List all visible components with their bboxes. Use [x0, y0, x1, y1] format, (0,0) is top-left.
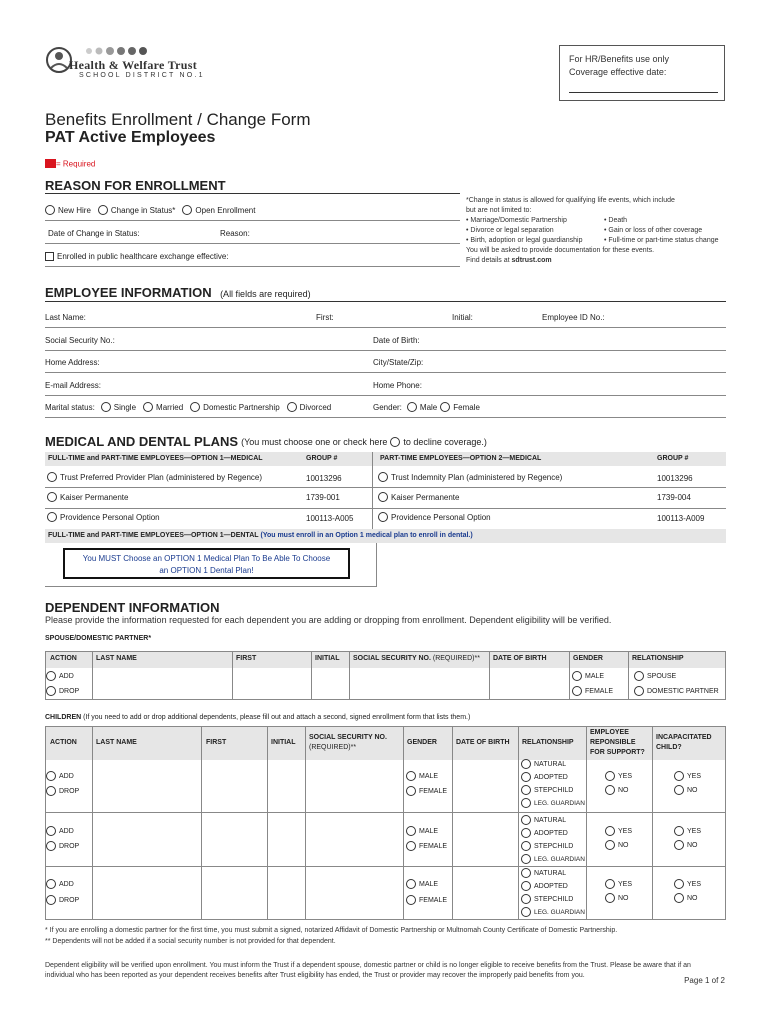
plan-name: Trust Preferred Provider Plan (administered by Regence)	[60, 472, 263, 482]
child-adopted[interactable]	[521, 881, 568, 891]
exchange-label: Enrolled in public healthcare exchange effective:	[57, 252, 229, 261]
sp-col-last: LAST NAME	[96, 655, 137, 662]
required-swatch	[45, 159, 56, 168]
logo-name: Health & Welfare Trust	[69, 58, 198, 72]
support-yes[interactable]	[605, 771, 632, 781]
home-phone-label: Home Phone:	[373, 381, 422, 390]
children-table-frame	[45, 726, 726, 920]
hr-use-box	[559, 45, 725, 101]
ssn-label: Social Security No.:	[45, 336, 115, 345]
plan-group: 100113-A009	[657, 514, 705, 523]
footnote-1: * If you are enrolling a domestic partner for the first time, you must submit a signed, notarized Affidavit of Domestic Partnership or Multnomah County Certificate of Domestic Partnership.	[45, 927, 618, 934]
logo-sub: SCHOOL DISTRICT NO.1	[79, 72, 205, 79]
plans-heading: MEDICAL AND DENTAL PLANS	[45, 434, 239, 449]
incap-no[interactable]	[674, 840, 698, 850]
stepchild-label: STEPCHILD	[534, 786, 574, 794]
child-female[interactable]	[406, 841, 447, 851]
married-label: Married	[156, 402, 184, 412]
drop-radio[interactable]	[46, 686, 56, 696]
no-label: NO	[618, 786, 629, 794]
note-find: Find details at	[466, 257, 512, 264]
note-bullet: • Full-time or part-time status change	[604, 237, 719, 244]
child-adopted[interactable]	[521, 828, 568, 838]
form-title: Benefits Enrollment / Change Form	[45, 110, 311, 129]
plan-row[interactable]	[378, 472, 562, 482]
yes-label: YES	[618, 880, 633, 888]
sp-col-first: FIRST	[236, 655, 257, 662]
no-radio[interactable]	[605, 893, 615, 903]
adopted-label: ADOPTED	[534, 773, 568, 781]
no-radio[interactable]	[674, 840, 684, 850]
incap-yes[interactable]	[674, 826, 701, 836]
decline-coverage-radio[interactable]	[390, 437, 400, 447]
employee-id-label: Employee ID No.:	[542, 313, 605, 322]
note-bullet: • Divorce or legal separation	[466, 227, 554, 234]
female-label: FEMALE	[419, 787, 448, 795]
child-add[interactable]	[46, 826, 74, 836]
marital-label: Marital status:	[45, 402, 95, 412]
reason-label: Reason:	[220, 229, 250, 238]
dental-warning-box	[63, 548, 350, 579]
domestic-partner-label: DOMESTIC PARTNER	[647, 687, 719, 695]
sp-col-dob: DATE OF BIRTH	[493, 655, 547, 662]
plan-radio[interactable]	[378, 512, 388, 522]
dental-warning-line1: You MUST Choose an OPTION 1 Medical Plan To Be Able To Choose	[82, 554, 331, 563]
page-number: Page 1 of 2	[684, 976, 725, 985]
plan-group: 100113-A005	[306, 514, 354, 523]
plan-name: Trust Indemnity Plan (administered by Regence)	[391, 472, 563, 482]
child-stepchild[interactable]	[521, 841, 573, 851]
yes-radio[interactable]	[605, 826, 615, 836]
child-natural[interactable]	[521, 815, 566, 825]
form-subtitle: PAT Active Employees	[45, 129, 216, 146]
plan-radio[interactable]	[378, 472, 388, 482]
add-radio[interactable]	[46, 671, 56, 681]
no-radio[interactable]	[674, 785, 684, 795]
ch-col-first: FIRST	[206, 739, 227, 746]
plan-row[interactable]	[378, 512, 491, 522]
yes-radio[interactable]	[674, 826, 684, 836]
note-intro2: but are not limited to:	[466, 207, 532, 214]
ch-col-emp1: EMPLOYEE	[590, 729, 629, 736]
employee-heading: EMPLOYEE INFORMATION	[45, 285, 212, 300]
yes-radio[interactable]	[605, 771, 615, 781]
ch-col-gender: GENDER	[407, 739, 437, 746]
male-label: MALE	[585, 672, 605, 680]
natural-label: NATURAL	[534, 816, 567, 824]
note-bullet: • Death	[604, 217, 628, 224]
reason-options	[45, 205, 255, 215]
spouse-table-frame	[45, 651, 726, 700]
natural-radio[interactable]	[521, 868, 531, 878]
exchange-checkbox[interactable]	[45, 252, 54, 261]
stepchild-radio[interactable]	[521, 841, 531, 851]
adopted-radio[interactable]	[521, 772, 531, 782]
note-intro: *Change in status is allowed for qualifying life events, which include	[466, 197, 675, 204]
eligibility-note-1: Dependent eligibility will be verified upon enrollment. You must inform the Trust if a dependent spouse, domestic partner or child is no longer eligible to receive benefits from the Trust. Please be aware that if an	[45, 962, 691, 969]
child-natural[interactable]	[521, 868, 566, 878]
add-label: ADD	[59, 672, 74, 680]
female-label: FEMALE	[585, 687, 614, 695]
domestic-radio[interactable]	[190, 402, 200, 412]
incap-no[interactable]	[674, 893, 698, 903]
female-radio[interactable]	[440, 402, 450, 412]
male-radio[interactable]	[406, 771, 416, 781]
support-no[interactable]	[605, 893, 629, 903]
single-label: Single	[113, 402, 137, 412]
male-radio[interactable]	[407, 402, 417, 412]
drop-radio[interactable]	[46, 895, 56, 905]
email-label: E-mail Address:	[45, 381, 102, 390]
spouse-radio[interactable]	[634, 671, 644, 681]
stepchild-label: STEPCHILD	[534, 842, 574, 850]
plan-row[interactable]	[378, 492, 459, 502]
drop-label: DROP	[59, 896, 80, 904]
coverage-effective-label: Coverage effective date:	[569, 67, 667, 77]
female-label: FEMALE	[419, 896, 448, 904]
eligibility-note-2: individual who has been reported as your dependent receives benefits after Trust eligibility has ended, the Trust or provider may recover the improperly paid benefits from you.	[45, 972, 585, 979]
no-radio[interactable]	[674, 893, 684, 903]
dob-label: Date of Birth:	[373, 336, 420, 345]
add-label: ADD	[59, 772, 74, 780]
sp-col-initial: INITIAL	[315, 655, 340, 662]
exchange-row	[45, 252, 229, 261]
married-radio[interactable]	[143, 402, 153, 412]
child-male[interactable]	[406, 771, 438, 781]
open-enrollment-radio[interactable]	[182, 205, 192, 215]
female-radio[interactable]	[406, 786, 416, 796]
adopted-label: ADOPTED	[534, 882, 568, 890]
yes-label: YES	[618, 772, 633, 780]
spouse-female[interactable]	[572, 686, 613, 696]
required-legend	[45, 155, 95, 173]
guardian-label: LEG. GUARDIAN	[534, 855, 585, 863]
sp-col-gender: GENDER	[573, 655, 603, 662]
plan-group: 1739-004	[657, 493, 691, 502]
female-radio[interactable]	[406, 895, 416, 905]
home-address-label: Home Address:	[45, 358, 100, 367]
spouse-rel-spouse[interactable]	[634, 671, 676, 681]
no-label: NO	[687, 841, 698, 849]
domestic-label: Domestic Partnership	[203, 402, 280, 412]
add-label: ADD	[59, 880, 74, 888]
drop-radio[interactable]	[46, 841, 56, 851]
logo-dots-icon	[85, 46, 175, 56]
female-radio[interactable]	[406, 841, 416, 851]
natural-radio[interactable]	[521, 759, 531, 769]
child-drop[interactable]	[46, 786, 79, 796]
dependent-intro: Please provide the information requested for each dependent you are adding or dropping from enrollment. Dependent eligibility will be verified.	[45, 615, 612, 625]
dental-note: (You must enroll in an Option 1 medical plan to enroll in dental.)	[260, 532, 473, 539]
plan-row[interactable]	[47, 492, 128, 502]
group-header: GROUP #	[306, 455, 338, 462]
plan-radio[interactable]	[47, 512, 57, 522]
no-radio[interactable]	[605, 785, 615, 795]
children-label-row	[45, 714, 470, 721]
option1-medical-header: FULL-TIME and PART-TIME EMPLOYEES—OPTION 1—MEDICAL	[48, 455, 263, 462]
child-stepchild[interactable]	[521, 894, 573, 904]
dental-warning-line2: an OPTION 1 Dental Plan!	[159, 566, 254, 575]
divorced-label: Divorced	[299, 402, 332, 412]
domestic-partner-radio[interactable]	[634, 686, 644, 696]
ch-col-dob: DATE OF BIRTH	[456, 739, 510, 746]
guardian-radio[interactable]	[521, 907, 531, 917]
support-no[interactable]	[605, 785, 629, 795]
child-drop[interactable]	[46, 895, 79, 905]
change-in-status-label: Change in Status*	[110, 205, 176, 215]
change-in-status-radio[interactable]	[98, 205, 108, 215]
child-guardian[interactable]	[521, 907, 585, 917]
sp-col-relationship: RELATIONSHIP	[632, 655, 684, 662]
add-radio[interactable]	[46, 826, 56, 836]
plan-radio[interactable]	[47, 492, 57, 502]
plan-radio[interactable]	[378, 492, 388, 502]
adopted-radio[interactable]	[521, 828, 531, 838]
single-radio[interactable]	[101, 402, 111, 412]
drop-label: DROP	[59, 687, 80, 695]
ch-col-relationship: RELATIONSHIP	[522, 739, 574, 746]
sp-col-ssn-text: SOCIAL SECURITY NO.	[353, 655, 431, 662]
option2-medical-header: PART-TIME EMPLOYEES—OPTION 2—MEDICAL	[380, 455, 542, 462]
add-radio[interactable]	[46, 879, 56, 889]
stepchild-radio[interactable]	[521, 785, 531, 795]
natural-radio[interactable]	[521, 815, 531, 825]
first-name-label: First:	[316, 313, 334, 322]
drop-label: DROP	[59, 842, 80, 850]
ch-col-last: LAST NAME	[96, 739, 137, 746]
drop-radio[interactable]	[46, 786, 56, 796]
spouse-drop[interactable]	[46, 686, 79, 696]
plan-name: Kaiser Permanente	[391, 492, 460, 502]
sdtrust-link[interactable]: sdtrust.com	[511, 257, 552, 264]
hr-use-label: For HR/Benefits use only	[569, 54, 670, 64]
male-radio[interactable]	[572, 671, 582, 681]
spouse-rel-domestic[interactable]	[634, 686, 719, 696]
city-label: City/State/Zip:	[373, 358, 424, 367]
sp-col-action: ACTION	[50, 655, 77, 662]
stepchild-radio[interactable]	[521, 894, 531, 904]
guardian-label: LEG. GUARDIAN	[534, 908, 585, 916]
no-radio[interactable]	[605, 840, 615, 850]
sp-col-ssn-req: (REQUIRED)**	[432, 655, 480, 662]
yes-label: YES	[618, 827, 633, 835]
support-no[interactable]	[605, 840, 629, 850]
footnote-2: ** Dependents will not be added if a social security number is not provided for that dependent.	[45, 938, 336, 945]
note-bullet: • Marriage/Domestic Partnership	[466, 217, 567, 224]
ch-col-action: ACTION	[50, 739, 77, 746]
dental-header	[48, 532, 473, 539]
plan-group: 1739-001	[306, 493, 340, 502]
open-enrollment-label: Open Enrollment	[195, 205, 256, 215]
child-guardian[interactable]	[521, 798, 585, 808]
no-label: NO	[687, 786, 698, 794]
guardian-radio[interactable]	[521, 798, 531, 808]
plan-name: Kaiser Permanente	[60, 492, 129, 502]
spouse-male[interactable]	[572, 671, 604, 681]
add-radio[interactable]	[46, 771, 56, 781]
no-label: NO	[687, 894, 698, 902]
plan-name: Providence Personal Option	[391, 512, 491, 522]
child-drop[interactable]	[46, 841, 79, 851]
gender-label: Gender:	[373, 402, 402, 412]
child-female[interactable]	[406, 895, 447, 905]
yes-label: YES	[687, 772, 702, 780]
ch-col-initial: INITIAL	[271, 739, 296, 746]
note-docs: You will be asked to provide documentation for these events.	[466, 247, 655, 254]
group-header-2: GROUP #	[657, 455, 689, 462]
plans-heading-note-a: (You must choose one or check here	[241, 436, 388, 447]
employee-heading-note: (All fields are required)	[220, 289, 311, 299]
plan-row[interactable]	[47, 472, 262, 482]
spouse-label-text: SPOUSE	[647, 672, 677, 680]
support-yes[interactable]	[605, 826, 632, 836]
child-stepchild[interactable]	[521, 785, 573, 795]
ch-col-emp3: FOR SUPPORT?	[590, 749, 645, 756]
incap-no[interactable]	[674, 785, 698, 795]
ch-col-ssn-req: (REQUIRED)**	[309, 744, 357, 751]
new-hire-radio[interactable]	[45, 205, 55, 215]
female-label: FEMALE	[419, 842, 448, 850]
male-label: MALE	[419, 827, 439, 835]
yes-radio[interactable]	[674, 771, 684, 781]
male-radio[interactable]	[406, 826, 416, 836]
stepchild-label: STEPCHILD	[534, 895, 574, 903]
required-legend-text: = Required	[56, 159, 96, 169]
children-label: CHILDREN	[45, 714, 82, 721]
child-natural[interactable]	[521, 759, 566, 769]
male-label: Male	[419, 402, 438, 412]
natural-label: NATURAL	[534, 869, 567, 877]
guardian-label: LEG. GUARDIAN	[534, 799, 585, 807]
support-yes[interactable]	[605, 879, 632, 889]
child-male[interactable]	[406, 826, 438, 836]
child-male[interactable]	[406, 879, 438, 889]
male-label: MALE	[419, 772, 439, 780]
logo	[45, 46, 245, 86]
ch-col-ssn-text: SOCIAL SECURITY NO.	[309, 734, 387, 741]
ch-col-inc1: INCAPACITATED	[656, 734, 712, 741]
dependent-heading: DEPENDENT INFORMATION	[45, 600, 220, 615]
last-name-label: Last Name:	[45, 313, 86, 322]
yes-label: YES	[687, 827, 702, 835]
ch-col-inc2: CHILD?	[656, 744, 682, 751]
initial-label: Initial:	[452, 313, 473, 322]
new-hire-label: New Hire	[58, 205, 91, 215]
yes-label: YES	[687, 880, 702, 888]
child-female[interactable]	[406, 786, 447, 796]
female-radio[interactable]	[572, 686, 582, 696]
marital-row	[45, 402, 331, 412]
ch-col-emp2: REPONSIBLE	[590, 739, 636, 746]
guardian-radio[interactable]	[521, 854, 531, 864]
plans-heading-note-b: to decline coverage.)	[403, 436, 487, 447]
dental-header-text: FULL-TIME and PART-TIME EMPLOYEES—OPTION 1—DENTAL	[48, 532, 259, 539]
child-add[interactable]	[46, 879, 74, 889]
note-bullet: • Gain or loss of other coverage	[604, 227, 703, 234]
adopted-radio[interactable]	[521, 881, 531, 891]
plan-group: 10013296	[657, 474, 693, 483]
gender-row	[373, 402, 480, 412]
female-label: Female	[453, 402, 480, 412]
incap-yes[interactable]	[674, 879, 701, 889]
employee-heading-row	[45, 284, 311, 302]
reason-heading: REASON FOR ENROLLMENT	[45, 178, 226, 193]
child-guardian[interactable]	[521, 854, 585, 864]
child-adopted[interactable]	[521, 772, 568, 782]
child-add[interactable]	[46, 771, 74, 781]
no-label: NO	[618, 841, 629, 849]
male-label: MALE	[419, 880, 439, 888]
spouse-add[interactable]	[46, 671, 74, 681]
natural-label: NATURAL	[534, 760, 567, 768]
yes-radio[interactable]	[605, 879, 615, 889]
add-label: ADD	[59, 827, 74, 835]
coverage-effective-field[interactable]	[569, 92, 718, 93]
plans-heading-row	[45, 434, 487, 449]
divorced-radio[interactable]	[287, 402, 297, 412]
note-bullet: • Birth, adoption or legal guardianship	[466, 237, 583, 244]
status-change-note	[466, 196, 726, 266]
plan-row[interactable]	[47, 512, 160, 522]
spouse-label: SPOUSE/DOMESTIC PARTNER*	[45, 635, 152, 642]
no-label: NO	[618, 894, 629, 902]
yes-radio[interactable]	[674, 879, 684, 889]
date-of-change-label: Date of Change in Status:	[48, 229, 140, 238]
children-note: (If you need to add or drop additional dependents, please fill out and attach a second, signed enrollment form that lists them.)	[83, 714, 471, 721]
plan-group: 10013296	[306, 474, 342, 483]
incap-yes[interactable]	[674, 771, 701, 781]
male-radio[interactable]	[406, 879, 416, 889]
drop-label: DROP	[59, 787, 80, 795]
plan-radio[interactable]	[47, 472, 57, 482]
plan-name: Providence Personal Option	[60, 512, 160, 522]
adopted-label: ADOPTED	[534, 829, 568, 837]
